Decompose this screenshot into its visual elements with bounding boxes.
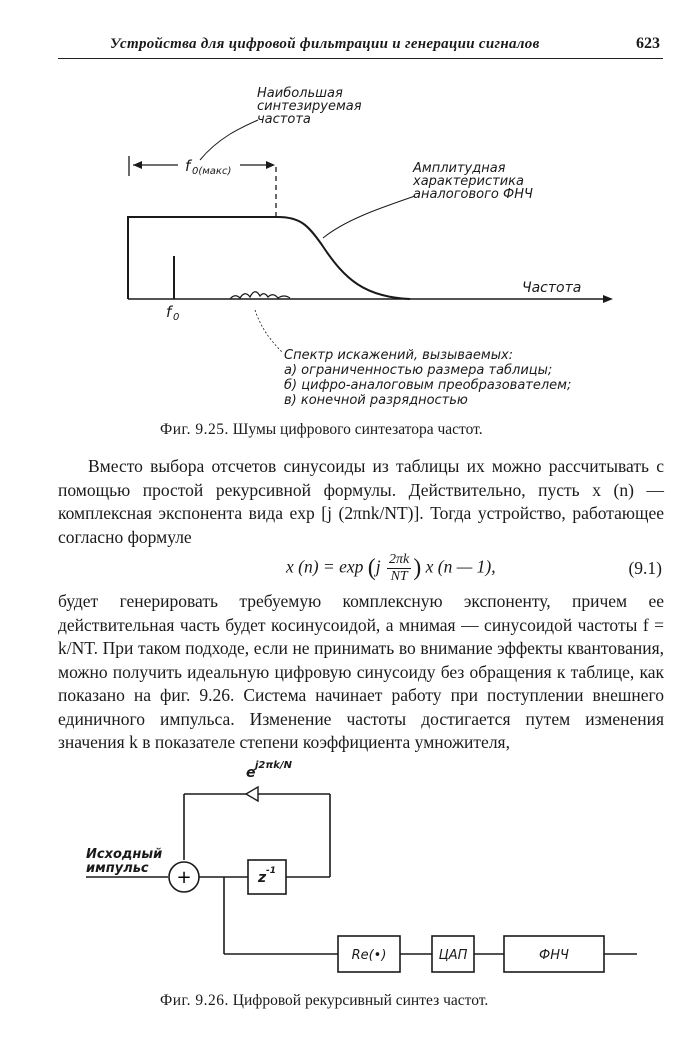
fmax-subscript: 0(макс): [192, 166, 232, 177]
label-spectrum-4: в) конечной разрядностью: [284, 393, 468, 408]
paragraph-1: Вместо выбора отсчетов синусоиды из таблицы их можно рассчитывать с помощью простой рекурсивной формулы. Действительно, пусть x (n) — комплексная экспонента вида exp [j (2πnk/NT)]. Тогда устройство, работающее согласно формуле: [58, 456, 664, 547]
fig-9-25-caption-text: Шумы цифрового синтезатора частот.: [232, 421, 483, 438]
label-lpf-2: характеристика: [413, 174, 524, 189]
label-axis-frequency: Частота: [522, 280, 582, 296]
label-max-freq-2: синтезируемая: [257, 99, 362, 114]
fig-9-25-caption-label: Фиг. 9.25.: [160, 421, 229, 438]
eq-rhs: x (n — 1),: [425, 556, 496, 577]
equation-number: (9.1): [628, 558, 662, 578]
fig-9-26-caption-text: Цифровой рекурсивный синтез частот.: [232, 992, 489, 1009]
label-max-freq-3: частота: [257, 112, 311, 127]
input-label-1: Исходный: [86, 847, 163, 862]
fig-9-26-caption: [160, 992, 488, 1010]
input-label-2: импульс: [86, 861, 149, 876]
re-label: Re(•): [351, 948, 387, 963]
label-lpf-3: аналогового ФНЧ: [413, 187, 533, 202]
delay-exponent: -1: [266, 866, 276, 876]
delay-z: z: [258, 870, 267, 886]
eq-paren-close: ): [413, 555, 422, 581]
multiplier-base: e: [246, 765, 256, 781]
page-number: 623: [636, 35, 660, 52]
fmax-symbol: f: [185, 157, 191, 175]
label-max-freq-1: Наибольшая: [257, 86, 343, 101]
eq-lhs: x (n) = exp: [286, 556, 364, 577]
label-spectrum-1: Спектр искажений, вызываемых:: [284, 348, 514, 363]
multiplier-exponent: j2πk/N: [255, 760, 292, 771]
eq-paren-open: (: [367, 555, 376, 581]
eq-frac-den: NT: [390, 569, 408, 584]
f0-subscript: 0: [173, 312, 180, 323]
eq-frac-num: 2πk: [389, 552, 410, 567]
adder-symbol: +: [176, 867, 192, 888]
dac-label: ЦАП: [438, 948, 468, 963]
f0-symbol: f: [166, 303, 172, 321]
label-lpf-1: Амплитудная: [413, 161, 506, 176]
eq-j: j: [375, 556, 381, 577]
fig-9-26-caption-label: Фиг. 9.26.: [160, 992, 229, 1009]
paragraph-2: будет генерировать требуемую комплексную экспоненту, причем ее действительная часть будет косинусоидой, а мнимая — синусоидой частоты f = k/NT. При таком подходе, если не принимать во внимание эффекты квантования, можно получить идеальную цифровую синусоиду без обращения к таблице, как показано на фиг. 9.26. Система начинает работу при поступлении внешнего единичного импульса. Изменение частоты достигается путем изменения значения k в показателе степени коэффициента умножителя,: [58, 591, 664, 752]
running-header: Устройства для цифровой фильтрации и генерации сигналов: [110, 36, 540, 52]
label-spectrum-2: а) ограниченностью размера таблицы;: [284, 363, 553, 378]
label-spectrum-3: б) цифро-аналоговым преобразователем;: [284, 378, 572, 393]
multiplier-triangle: [246, 787, 258, 801]
lpf-label: ФНЧ: [539, 948, 569, 963]
